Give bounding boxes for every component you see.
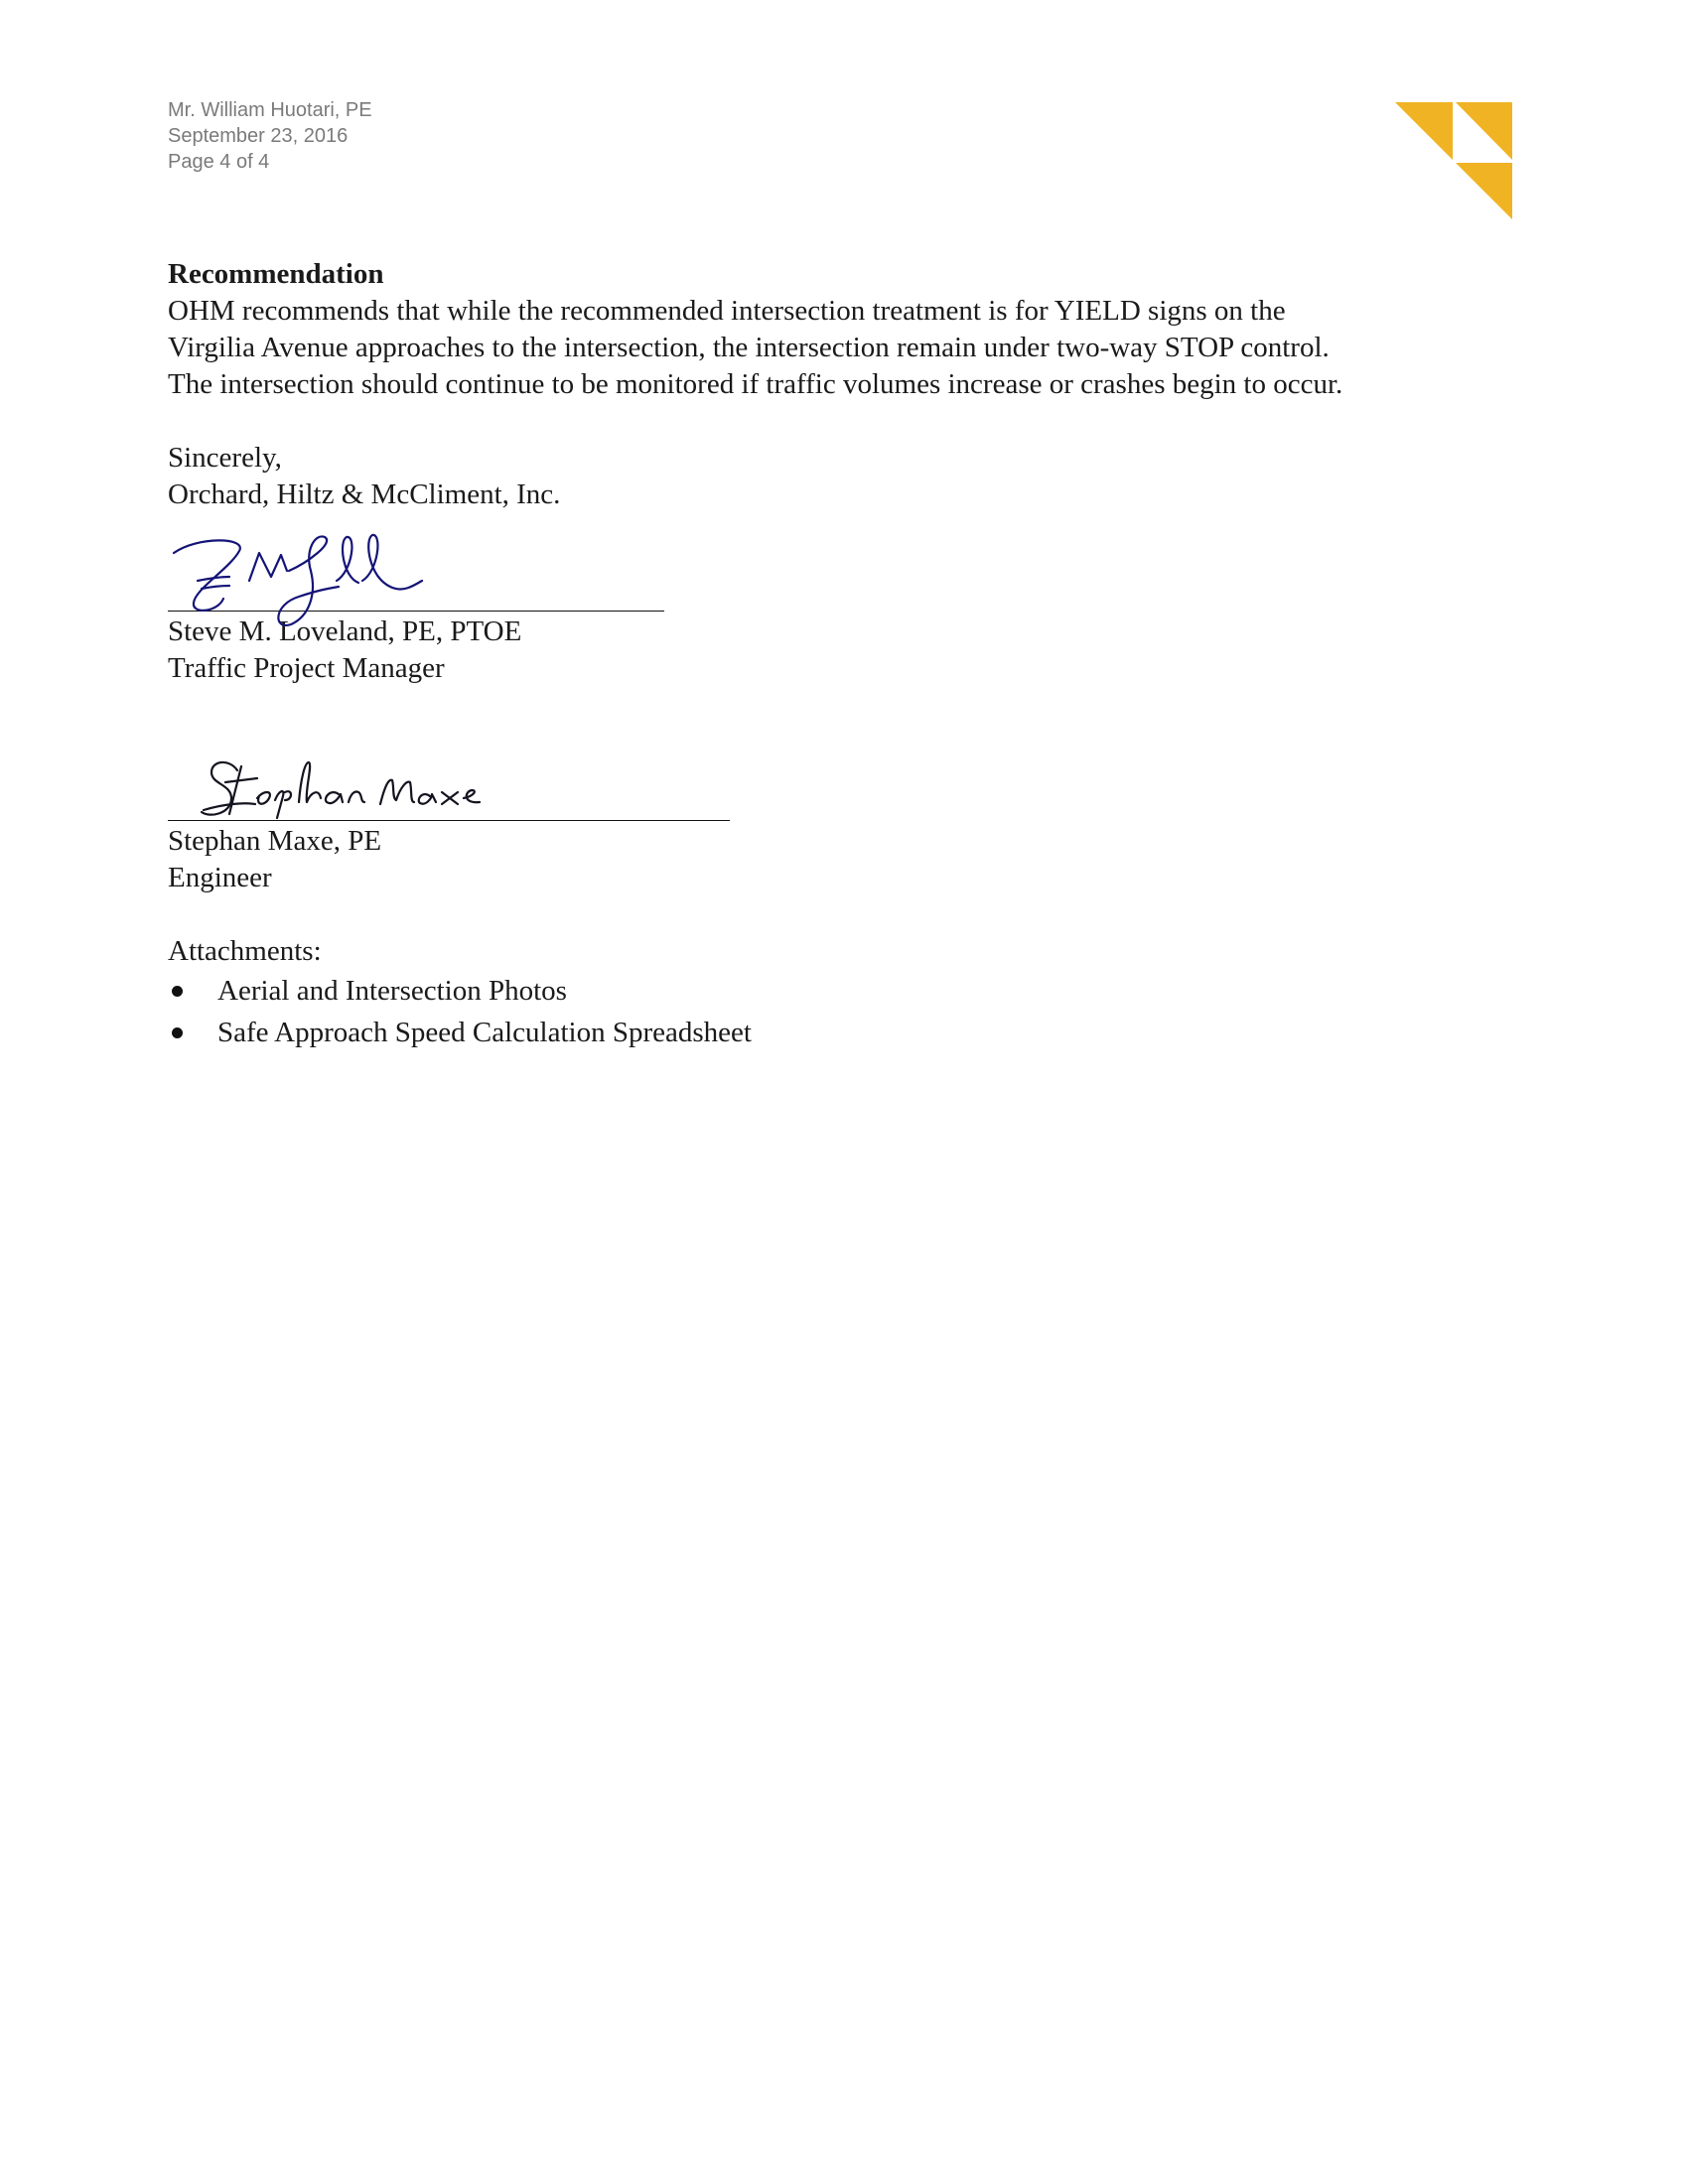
- attachments-list: [168, 970, 1498, 1053]
- attachment-name: Safe Approach Speed Calculation Spreadsheet: [217, 1017, 752, 1048]
- recommendation-paragraph: [168, 293, 1498, 403]
- bullet-icon: [172, 986, 183, 997]
- recommendation-line: OHM recommends that while the recommended intersection treatment is for YIELD signs on the: [168, 295, 1286, 327]
- recipient-name: Mr. William Huotari, PE: [168, 99, 372, 121]
- recommendation-heading: Recommendation: [168, 258, 384, 290]
- attachment-name: Aerial and Intersection Photos: [217, 975, 567, 1007]
- signatory-name: Steve M. Loveland, PE, PTOE: [168, 615, 522, 647]
- signature-block-maxe: [168, 758, 1498, 896]
- letter-body: [168, 256, 1498, 1053]
- page-number: Page 4 of 4: [168, 151, 270, 173]
- list-item: [168, 970, 1498, 1012]
- signature-line: [168, 758, 730, 821]
- handwritten-signature-maxe: [168, 758, 525, 828]
- closing-salutation: Sincerely,: [168, 442, 282, 474]
- signatory-title: Engineer: [168, 862, 272, 893]
- company-name: Orchard, Hiltz & McCliment, Inc.: [168, 478, 561, 510]
- logo-triangle-bottom-right: [1456, 163, 1512, 219]
- bullet-icon: [172, 1027, 183, 1038]
- recommendation-line: The intersection should continue to be monitored if traffic volumes increase or crashes begin to occur.: [168, 368, 1343, 400]
- ohm-triangles-logo: [1395, 102, 1514, 221]
- letter-header: [168, 97, 372, 175]
- list-item: [168, 1012, 1498, 1053]
- logo-triangle-top-left: [1395, 102, 1453, 160]
- signatory-name: Stephan Maxe, PE: [168, 825, 382, 857]
- attachments-label: Attachments:: [168, 935, 322, 967]
- signature-block-loveland: [168, 531, 1498, 687]
- signatory-title: Traffic Project Manager: [168, 652, 445, 684]
- letter-date: September 23, 2016: [168, 125, 349, 147]
- logo-triangle-top-right: [1456, 102, 1512, 160]
- handwritten-signature-loveland: [168, 531, 505, 645]
- signature-line: [168, 531, 664, 612]
- recommendation-line: Virgilia Avenue approaches to the intersection, the intersection remain under two-way STOP control.: [168, 332, 1330, 363]
